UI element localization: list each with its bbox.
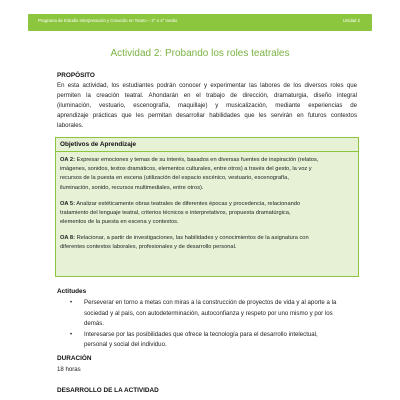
oa-text: elementos de la puesta en escena y contextos. [60, 219, 179, 226]
actitudes-list [70, 298, 360, 351]
objetivos-title-row [56, 138, 358, 152]
proposito-line: En esta actividad, los estudiantes podrán conocer y experimentar las labores de los diversos roles que [57, 82, 357, 89]
oa-text: recursos de la puesta en escena (utilización del espacio escénico, vestuario, escenografía, [60, 175, 289, 182]
oa-text: Relacionar, a partir de investigaciones, las habilidades y conocimientos de la asignatura con [76, 235, 309, 241]
oa-item [60, 200, 354, 228]
unit-label: Unidad 2 [342, 18, 360, 23]
oa-item [60, 156, 354, 193]
oa-item [60, 234, 354, 252]
objetivos-box [55, 137, 359, 277]
list-item [70, 330, 360, 351]
oa-code: OA 2: [60, 157, 75, 163]
desarrollo-heading: DESARROLLO DE LA ACTIVIDAD [57, 387, 159, 394]
oa-text: imágenes, sonidos, textos dramáticos, elementos culturales, entre otros) a través del gesto, la voz y [60, 166, 312, 173]
actitudes-heading: Actitudes [57, 288, 87, 295]
duracion-value: 18 horas [57, 366, 81, 373]
page-title: Actividad 2: Probando los roles teatrales [110, 48, 290, 59]
bullet-icon: • [70, 330, 73, 338]
proposito-heading: PROPÓSITO [57, 72, 95, 79]
proposito-line: (iluminación, vestuario, escenografía, maquillaje) y musicalización, mediante experiencias de [57, 101, 357, 109]
oa-text: iluminación, sonido, recursos multimediales, entre otros). [60, 184, 204, 191]
oa-text: Expresar emociones y temas de su interés, basados en diversas fuentes de inspiración (relatos, [76, 157, 319, 163]
oa-text: diferentes contextos laborales, profesionales y de desarrollo personal. [60, 244, 237, 251]
duracion-heading: DURACIÓN [57, 355, 92, 362]
actitud-line: demás. [84, 320, 104, 327]
header-bar [28, 14, 372, 31]
proposito-line: permiten la creación teatral. Ahondarán en el trabajo de dirección, dramaturgia, diseño integral [57, 91, 357, 99]
proposito-line: laborales. [57, 121, 84, 129]
objetivos-title: Objetivos de Aprendizaje [60, 141, 137, 148]
oa-code: OA 5: [60, 201, 75, 207]
program-name: Programa de Estudio Interpretación y Creación en Teatro – 3° o 4° medio [38, 18, 178, 23]
list-item [70, 298, 360, 330]
oa-text: tratamiento del lenguaje teatral, criterios técnicos e interpretativos, propuesta dramatúrgica, [60, 210, 291, 217]
actitud-line: Interesarse por las posibilidades que ofrece la tecnología para el desarrollo intelectual, [84, 330, 318, 338]
actitud-line: Perseverar en torno a metas con miras a la construcción de proyectos de vida y al aporte a la [84, 299, 337, 306]
actitud-line: sociedad y al país, con autodeterminación, autoconfianza y respeto por uno mismo y por los [84, 309, 333, 317]
actitud-line: personal y social del individuo. [84, 341, 167, 348]
oa-text: Analizar estéticamente obras teatrales de diferentes épocas y procedencia, relacionando [76, 201, 301, 207]
proposito-line: aprendizaje prácticas que les permitan desarrollar habilidades que les servirán en futuros contextos [57, 111, 357, 119]
oa-code: OA 8: [60, 235, 75, 241]
bullet-icon: • [70, 299, 73, 306]
proposito-paragraph [57, 81, 357, 131]
